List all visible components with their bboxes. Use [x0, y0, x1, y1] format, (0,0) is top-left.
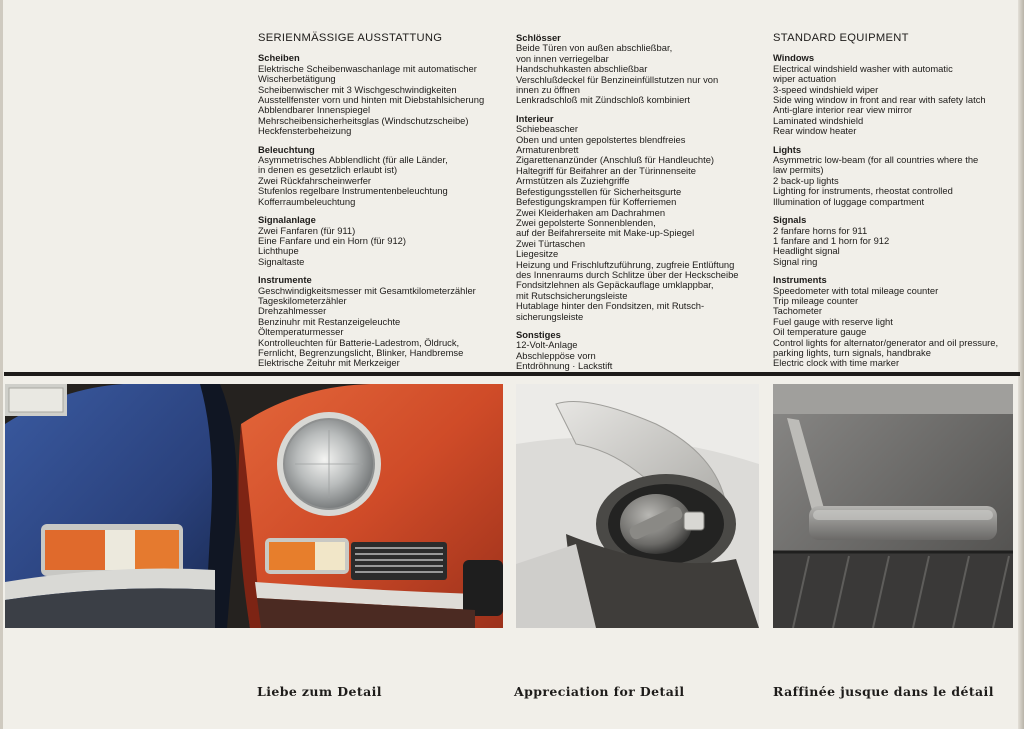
equipment-item: Oil temperature gauge [773, 326, 867, 338]
equipment-item: Fuel gauge with reserve light [773, 315, 893, 327]
german-sections-2 [516, 33, 761, 372]
page-right-edge [1018, 0, 1024, 729]
equipment-item: mit Rutschsicherungsleiste [516, 289, 628, 301]
section-title: Interieur [516, 112, 554, 124]
equipment-item: Armaturenbrett [516, 144, 579, 156]
section-title: Windows [773, 52, 815, 64]
equipment-item: Befestigungsstellen für Sicherheitsgurte [516, 185, 682, 197]
section-title: Instruments [773, 274, 827, 286]
equipment-item: Geschwindigkeitsmesser mit Gesamtkilometerzähler [258, 284, 476, 296]
photo-door-armrest [773, 384, 1013, 628]
section-title: Signalanlage [258, 214, 316, 226]
equipment-item: Illumination of luggage compartment [773, 195, 925, 207]
equipment-item: Side wing window in front and rear with safety latch [773, 94, 986, 106]
equipment-item: Mehrscheibensicherheitsglas (Windschutzscheibe) [258, 114, 469, 126]
equipment-item: 12-Volt-Anlage [516, 339, 578, 351]
page-left-edge [0, 0, 3, 729]
photo-porsche-fronts [5, 384, 503, 628]
section-title: Schlösser [516, 32, 561, 43]
equipment-item: Abschleppöse vorn [516, 349, 596, 361]
equipment-item: sicherungsleiste [516, 310, 584, 322]
equipment-item: auf der Beifahrerseite mit Make-up-Spiegel [516, 227, 695, 239]
german-equipment-column-1 [258, 33, 503, 377]
section-title: Beleuchtung [258, 143, 315, 155]
equipment-item: parking lights, turn signals, handbrake [773, 346, 931, 358]
equipment-item: Eine Fanfare und ein Horn (für 912) [258, 234, 406, 246]
equipment-section [258, 215, 503, 267]
equipment-item: Hutablage hinter den Fondsitzen, mit Rutsch- [516, 300, 705, 312]
equipment-item: Elektrische Zeituhr mit Merkzeiger [258, 357, 400, 369]
equipment-section [258, 145, 503, 207]
equipment-item: Asymmetrisches Abblendlicht (für alle Länder, [258, 154, 448, 166]
equipment-item: Liegesitze [516, 248, 559, 260]
equipment-item: Zwei Türtaschen [516, 237, 586, 249]
equipment-item: Control lights for alternator/generator and oil pressure, [773, 336, 999, 348]
equipment-item: in denen es gesetzlich erlaubt ist) [258, 164, 398, 176]
equipment-item: 3-speed windshield wiper [773, 83, 879, 95]
equipment-item: des Innenraums durch Schlitze über der Heckscheibe [516, 268, 739, 280]
caption-french: Raffinée jusque dans le détail [773, 684, 994, 699]
caption-german: Liebe zum Detail [257, 684, 382, 699]
equipment-item: Stufenlos regelbare Instrumentenbeleuchtung [258, 185, 448, 197]
equipment-item: Asymmetric low-beam (for all countries where the [773, 154, 979, 166]
caption-english: Appreciation for Detail [514, 684, 685, 699]
equipment-item: Rear window heater [773, 125, 857, 137]
equipment-item: Kontrolleuchten für Batterie-Ladestrom, Öldruck, [258, 336, 460, 348]
equipment-item: Ausstellfenster vorn und hinten mit Diebstahlsicherung [258, 94, 485, 106]
equipment-item: Beide Türen von außen abschließbar, [516, 42, 673, 54]
equipment-item: law permits) [773, 164, 824, 176]
equipment-item: Trip mileage counter [773, 294, 859, 306]
equipment-item: Laminated windshield [773, 114, 864, 126]
section-title: Lights [773, 143, 802, 155]
equipment-item: Haltegriff für Beifahrer an der Türinnenseite [516, 164, 696, 176]
equipment-item: Tageskilometerzähler [258, 294, 347, 306]
equipment-item: Fernlicht, Begrenzungslicht, Blinker, Handbremse [258, 346, 464, 358]
equipment-section [773, 53, 1018, 136]
equipment-item: Electric clock with time marker [773, 357, 900, 369]
equipment-item: Signal ring [773, 255, 818, 267]
equipment-item: Scheibenwischer mit 3 Wischgeschwindigkeiten [258, 83, 457, 95]
equipment-item: Electrical windshield washer with automatic [773, 62, 953, 74]
equipment-item: Wischerbetätigung [258, 73, 336, 85]
section-title: Scheiben [258, 52, 300, 64]
equipment-item: Schiebeascher [516, 123, 579, 135]
equipment-item: Zwei Rückfahrscheinwerfer [258, 174, 372, 186]
equipment-item: Entdröhnung · Lackstift [516, 360, 613, 372]
section-title: Instrumente [258, 274, 312, 286]
equipment-item: 2 back-up lights [773, 174, 839, 186]
equipment-item: 1 fanfare and 1 horn for 912 [773, 234, 890, 246]
english-heading: STANDARD EQUIPMENT [773, 32, 909, 44]
german-sections-1 [258, 53, 503, 368]
equipment-item: Verschlußdeckel für Benzineinfüllstutzen nur von [516, 73, 719, 85]
equipment-item: Zwei Fanfaren (für 911) [258, 224, 356, 236]
equipment-item: Lichthupe [258, 245, 299, 257]
equipment-item: von innen verriegelbar [516, 52, 609, 64]
equipment-section [773, 145, 1018, 207]
equipment-item: Speedometer with total mileage counter [773, 284, 939, 296]
section-title: Sonstiges [516, 328, 561, 340]
equipment-item: Abblendbarer Innenspiegel [258, 104, 371, 116]
equipment-section [258, 53, 503, 136]
equipment-item: Tachometer [773, 305, 822, 317]
equipment-item: Oben und unten gepolstertes blendfreies [516, 133, 686, 145]
equipment-item: Heizung und Frischluftzuführung, zugfreie Entlüftung [516, 258, 735, 270]
equipment-item: Zigarettenanzünder (Anschluß für Handleuchte) [516, 154, 715, 166]
equipment-item: 2 fanfare horns for 911 [773, 224, 868, 236]
equipment-section [773, 215, 1018, 267]
equipment-item: Elektrische Scheibenwaschanlage mit automatischer [258, 62, 477, 74]
equipment-item: Armstützen als Zuziehgriffe [516, 175, 630, 187]
section-title: Signals [773, 214, 807, 226]
equipment-item: Befestigungskrampen für Kofferriemen [516, 196, 677, 208]
equipment-section [773, 275, 1018, 369]
equipment-section [516, 330, 761, 372]
equipment-section [516, 114, 761, 322]
equipment-item: Headlight signal [773, 245, 840, 257]
equipment-item: Lighting for instruments, rheostat controlled [773, 185, 953, 197]
equipment-item: Drehzahlmesser [258, 305, 327, 317]
equipment-item: Zwei Kleiderhaken am Dachrahmen [516, 206, 666, 218]
german-heading: SERIENMÄSSIGE AUSSTATTUNG [258, 32, 443, 44]
english-equipment-column [773, 33, 1018, 377]
equipment-item: Lenkradschloß mit Zündschloß kombiniert [516, 94, 691, 106]
equipment-item: innen zu öffnen [516, 84, 580, 96]
equipment-item: Heckfensterbeheizung [258, 125, 352, 137]
english-sections [773, 53, 1018, 368]
equipment-item: Fondsitzlehnen als Gepäckauflage umklappbar, [516, 279, 714, 291]
equipment-section [516, 33, 761, 106]
photo-fuel-filler-cap [516, 384, 759, 628]
equipment-item: Kofferraumbeleuchtung [258, 195, 356, 207]
equipment-item: Handschuhkasten abschließbar [516, 63, 648, 75]
equipment-item: Signaltaste [258, 255, 305, 267]
equipment-section [258, 275, 503, 369]
equipment-item: Öltemperaturmesser [258, 326, 344, 338]
equipment-item: wiper actuation [773, 73, 837, 85]
horizontal-divider-rule [4, 372, 1020, 376]
german-equipment-column-2 [516, 33, 761, 380]
equipment-item: Zwei gepolsterte Sonnenblenden, [516, 216, 656, 228]
equipment-item: Benzinuhr mit Restanzeigeleuchte [258, 315, 401, 327]
equipment-item: Anti-glare interior rear view mirror [773, 104, 913, 116]
